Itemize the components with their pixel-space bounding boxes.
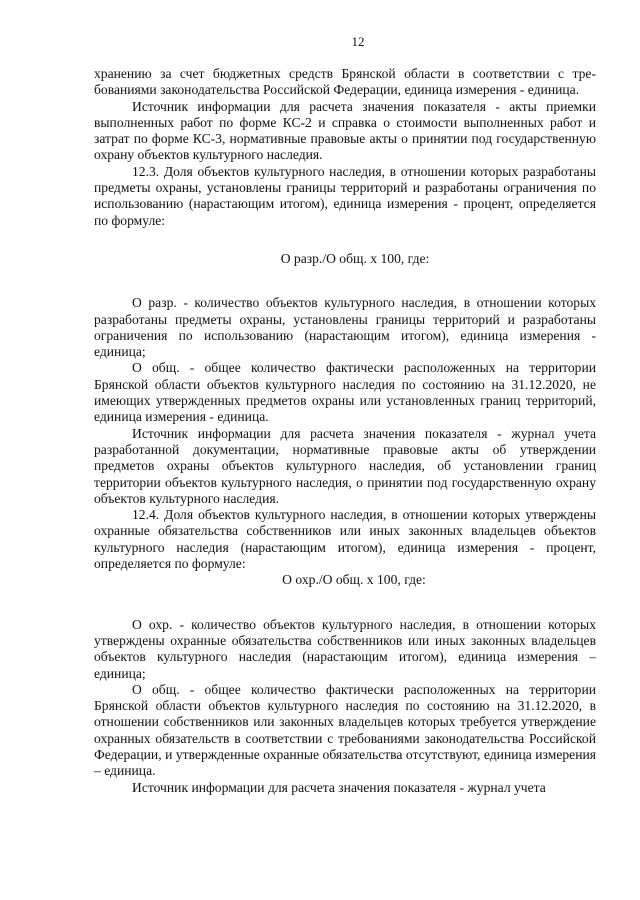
paragraph-definition-o-razr: О разр. - количество объектов культурного наследия, в отношении которых разработаны предметы охраны, установлены границы территорий и разработаны ограничения по использованию (нарастающим итогом), единица измерения - единица; — [94, 295, 596, 360]
paragraph-section-12-3: 12.3. Доля объектов культурного наследия, в отношении которых разработаны предметы охраны, установлены границы территорий и разработаны ограничения по использованию (нарастающим итогом), единица измерения - процент, определяется по формуле: — [94, 163, 596, 228]
paragraph-continuation: хранению за счет бюджетных средств Брянской области в соответствии с требованиями законодательства Российской Федерации, единица измерения - единица. — [94, 66, 596, 98]
formula-okhr: О охр./О общ. х 100, где: — [282, 572, 426, 588]
paragraph-definition-o-obshch-1: О общ. - общее количество фактически расположенных на территории Брянской области объектов культурного наследия по состоянию на 31.12.2020, не имеющих утвержденных предметов охраны или установленных границ территорий, единица измерения - единица. — [94, 360, 596, 425]
paragraph-info-source-2: Источник информации для расчета значения показателя - журнал учета разработанной документации, нормативные правовые акты об утверждении предметов охраны объектов культурного наследия, об установлении границ территории объектов культурного наследия, о принятии под государственную охрану объектов культурного наследия. — [94, 425, 596, 506]
paragraph-info-source-3: Источник информации для расчета значения показателя - журнал учета — [132, 779, 546, 795]
page-number: 12 — [351, 34, 365, 49]
paragraph-definition-o-obshch-2: О общ. - общее количество фактически расположенных на территории Брянской области объектов культурного наследия по состоянию на 31.12.2020, в отношении собственников или законных владельцев которых требуется утверждение охранных обязательств в соответствии с требованиями законодательства Российской Федерации, и утвержденные охранные обязательства отсутствуют, единица измерения – единица. — [94, 681, 596, 779]
paragraph-definition-o-okhr: О охр. - количество объектов культурного наследия, в отношении которых утверждены охранные обязательства собственников или иных законных владельцев объектов культурного наследия (нарастающим итогом), единица измерения – единица; — [94, 616, 596, 681]
paragraph-section-12-4: 12.4. Доля объектов культурного наследия, в отношении которых утверждены охранные обязательства собственников или иных законных владельцев объектов культурного наследия (нарастающим итогом), единица измерения - процент, определяется по формуле: — [94, 507, 596, 572]
paragraph-info-source-1: Источник информации для расчета значения показателя - акты приемки выполненных работ по форме КС-2 и справка о стоимости выполненных работ и затрат по форме КС-3, нормативные правовые акты о принятии под государственную охрану объектов культурного наследия. — [94, 98, 596, 163]
formula-razr: О разр./О общ. х 100, где: — [280, 250, 430, 266]
document-page — [94, 34, 596, 796]
